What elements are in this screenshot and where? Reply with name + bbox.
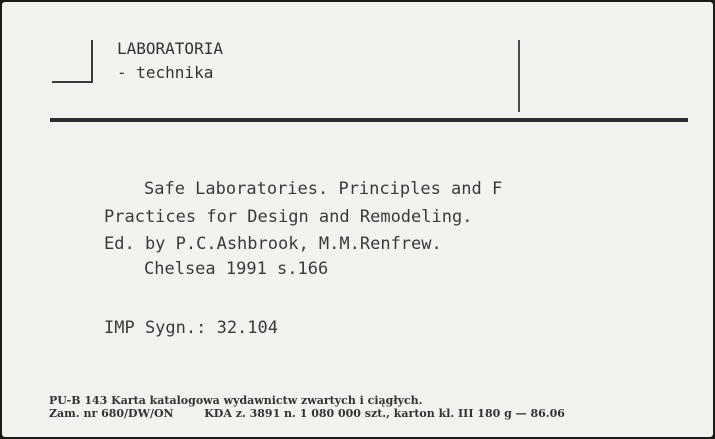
editors-line: Ed. by P.C.Ashbrook, M.M.Renfrew. xyxy=(104,234,442,254)
header-divider xyxy=(518,40,520,112)
catalog-card xyxy=(2,2,713,437)
call-number: IMP Sygn.: 32.104 xyxy=(104,318,278,338)
form-footer-line-2: Zam. nr 680/DW/ON KDA z. 3891 n. 1 080 000 szt., karton kl. III 180 g — 86.06 xyxy=(49,407,565,420)
publication-line: Chelsea 1991 s.166 xyxy=(144,259,329,279)
subject-subheading: - technika xyxy=(117,63,214,82)
card-header xyxy=(2,2,713,120)
form-footer-line-1: PU-B 143 Karta katalogowa wydawnictw zwartych i ciągłych. xyxy=(49,394,423,407)
title-line-1: Safe Laboratories. Principles and F xyxy=(144,179,503,199)
subject-heading: LABORATORIA xyxy=(117,39,223,58)
corner-mark-horizontal xyxy=(52,81,93,83)
corner-mark-vertical xyxy=(91,40,93,82)
title-line-2: Practices for Design and Remodeling. xyxy=(104,207,473,227)
header-rule xyxy=(50,118,688,122)
